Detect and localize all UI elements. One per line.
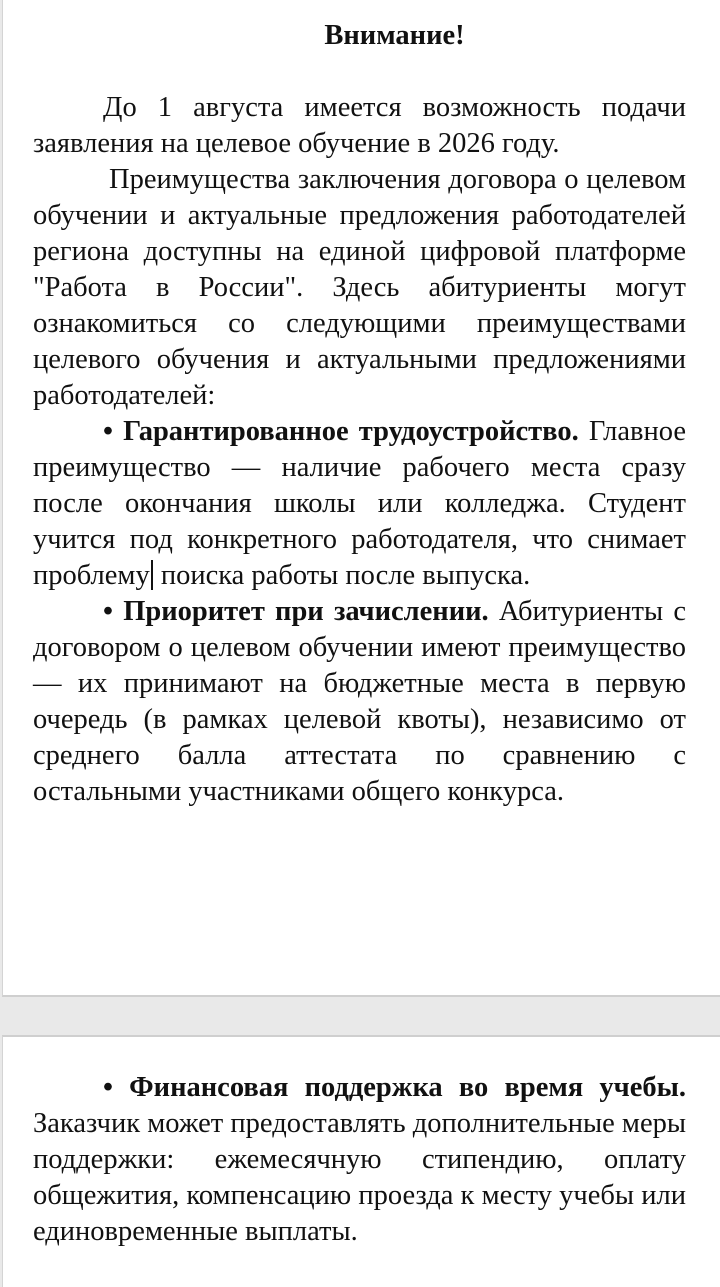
bullet-item-priority xyxy=(33,594,686,810)
page-2-content xyxy=(33,1070,686,1250)
page-title: Внимание! xyxy=(324,20,465,51)
bullet-text: Абитуриенты с договором о целевом обучении имеют преимущество — их принимают на бюджетные места в первую очередь (в рамках целевой квоты), независимо от среднего балла аттестата по сравнению с остальными участниками общего конкурса. xyxy=(33,596,686,807)
bullet-heading: Финансовая поддержка во время учебы. xyxy=(129,1072,686,1103)
bullet-text-continued: поиска работы после выпуска. xyxy=(153,560,531,591)
bullet-text: Главное преимущество — наличие рабочего места сразу после окончания школы или колледжа. Студент учится под конкретного работодателя, что снимает проблему xyxy=(33,416,686,591)
paragraph-advantages-intro: Преимущества заключения договора о целевом обучении и актуальные предложения работодателей региона доступны на единой цифровой платформе "Работа в России". Здесь абитуриенты могут ознакомиться со следующими преимуществами целевого обучения и актуальными предложениями работодателей: xyxy=(33,164,686,411)
text-cursor-icon xyxy=(151,560,153,590)
bullet-item-financial-support xyxy=(33,1070,686,1250)
bullet-icon: • xyxy=(103,416,113,447)
page-1-content xyxy=(33,18,686,810)
bullet-icon: • xyxy=(103,1072,113,1103)
bullet-icon: • xyxy=(103,596,113,627)
paragraph-deadline: До 1 августа имеется возможность подачи заявления на целевое обучение в 2026 году. xyxy=(33,92,686,159)
bullet-item-employment xyxy=(33,414,686,594)
bullet-text: Заказчик может предоставлять дополнительные меры поддержки: ежемесячную стипендию, оплату общежития, компенсацию проезда к месту учебы или единовременные выплаты. xyxy=(33,1108,686,1247)
bullet-heading: Приоритет при зачислении. xyxy=(123,596,489,627)
bullet-heading: Гарантированное трудоустройство. xyxy=(123,416,579,447)
